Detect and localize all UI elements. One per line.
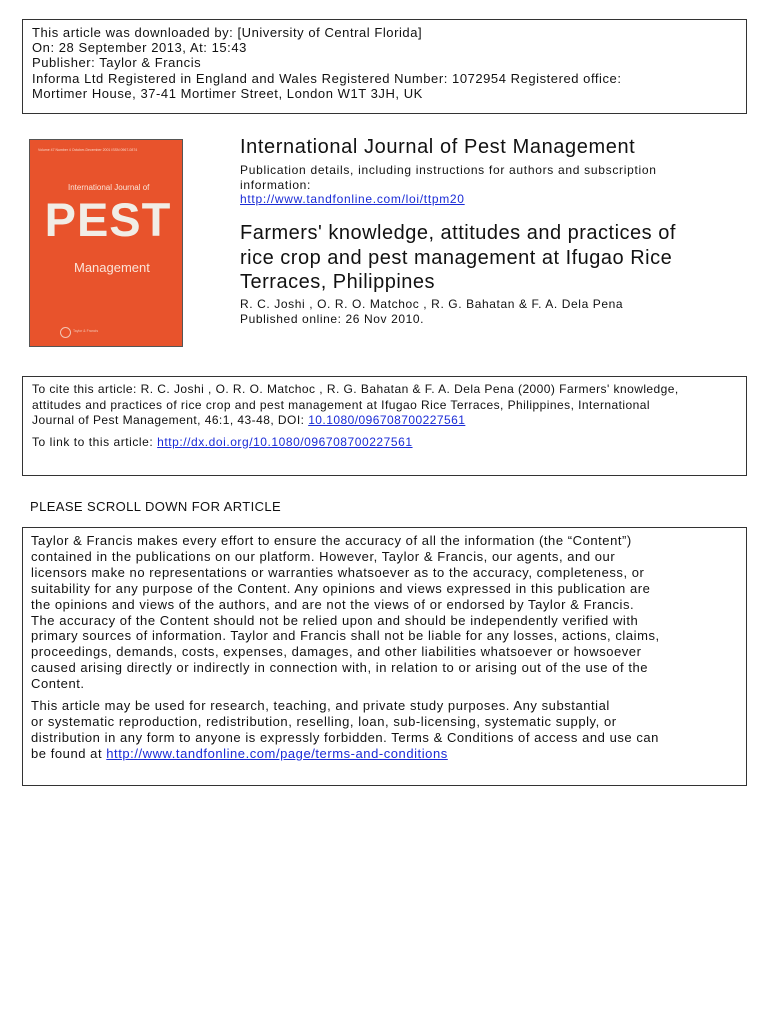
citation-prefix: Journal of Pest Management, 46:1, 43-48, DOI: [32, 413, 309, 427]
download-notice-box [22, 19, 747, 114]
disclaimer-line: primary sources of information. Taylor and Francis shall not be liable for any losses, actions, claims, [31, 628, 660, 644]
article-title-line: Terraces, Philippines [240, 271, 436, 293]
journal-url-link[interactable]: http://www.tandfonline.com/loi/ttpm20 [240, 192, 465, 206]
disclaimer-line: distribution in any form to anyone is expressly forbidden. Terms & Conditions of access and use can [31, 729, 659, 745]
disclaimer-paragraph-2 [31, 698, 738, 762]
published-date: Published online: 26 Nov 2010. [240, 312, 425, 326]
citation-box [22, 376, 747, 476]
download-date-line: On: 28 September 2013, At: 15:43 [32, 40, 247, 56]
terms-prefix: be found at [31, 745, 107, 761]
disclaimer-line: suitability for any purpose of the Content. Any opinions and views expressed in this publication are [31, 580, 651, 596]
article-title-line: rice crop and pest management at Ifugao Rice [240, 246, 673, 269]
details-line: information: [240, 177, 312, 192]
disclaimer-line [31, 746, 738, 762]
cover-intl-text: International Journal of [68, 183, 150, 192]
details-line: Publication details, including instructions for authors and subscription [240, 163, 657, 177]
terms-conditions-link[interactable]: http://www.tandfonline.com/page/terms-and-conditions [106, 745, 448, 761]
cover-management-text: Management [74, 260, 150, 275]
article-doi-url-link[interactable]: http://dx.doi.org/10.1080/096708700227561 [157, 434, 413, 449]
journal-cover-image [29, 139, 183, 347]
disclaimer-line: Content. [31, 676, 85, 692]
registration-line: Informa Ltd Registered in England and Wales Registered Number: 1072954 Registered office: [32, 70, 622, 86]
article-title-line: Farmers' knowledge, attitudes and practices of [240, 222, 676, 244]
journal-title: International Journal of Pest Management [240, 136, 636, 158]
citation-line [32, 413, 737, 429]
disclaimer-line: contained in the publications on our platform. However, Taylor & Francis, our agents, and our [31, 548, 616, 564]
cover-issue-strip: Volume 47 Number 4 October-December 2001 ISSN 0967-0874 [38, 148, 138, 152]
address-line: Mortimer House, 37-41 Mortimer Street, London W1T 3JH, UK [32, 85, 423, 101]
scroll-note: PLEASE SCROLL DOWN FOR ARTICLE [30, 499, 282, 514]
disclaimer-line: caused arising directly or indirectly in connection with, in relation to or arising out of the use of the [31, 660, 649, 676]
article-link-line [32, 435, 737, 451]
doi-link[interactable]: 10.1080/096708700227561 [308, 413, 466, 427]
download-notice-line: This article was downloaded by: [University of Central Florida] [32, 25, 423, 40]
disclaimer-line: proceedings, demands, costs, expenses, damages, and other liabilities whatsoever or howsoever [31, 644, 642, 660]
disclaimer-line: This article may be used for research, teaching, and private study purposes. Any substantial [31, 698, 610, 714]
authors-block [240, 297, 623, 327]
citation-line: To cite this article: R. C. Joshi , O. R. O. Matchoc , R. G. Bahatan & F. A. Dela Pena (2000) Farmers' knowledge, [32, 382, 679, 396]
disclaimer-line: Taylor & Francis makes every effort to ensure the accuracy of all the information (the “Content”) [31, 533, 632, 548]
disclaimer-box [22, 527, 747, 786]
link-label: To link to this article: [32, 434, 158, 449]
disclaimer-line: or systematic reproduction, redistribution, reselling, loan, sub-licensing, systematic supply, or [31, 713, 617, 729]
disclaimer-paragraph-1 [31, 533, 738, 692]
article-title [240, 221, 676, 295]
disclaimer-line: licensors make no representations or warranties whatsoever as to the accuracy, completeness, or [31, 564, 645, 580]
publisher-line: Publisher: Taylor & Francis [32, 55, 202, 71]
disclaimer-line: The accuracy of the Content should not be relied upon and should be independently verified with [31, 612, 639, 628]
authors: R. C. Joshi , O. R. O. Matchoc , R. G. Bahatan & F. A. Dela Pena [240, 297, 624, 311]
publisher-logo-icon [60, 327, 71, 338]
disclaimer-line: the opinions and views of the authors, and are not the views of or endorsed by Taylor & Francis. [31, 596, 635, 612]
cover-publisher-text: Taylor & Francis [73, 329, 99, 333]
cover-pest-text: PEST [44, 193, 172, 246]
publication-details [240, 163, 657, 207]
citation-line: attitudes and practices of rice crop and pest management at Ifugao Rice Terraces, Philippines, International [32, 397, 651, 412]
